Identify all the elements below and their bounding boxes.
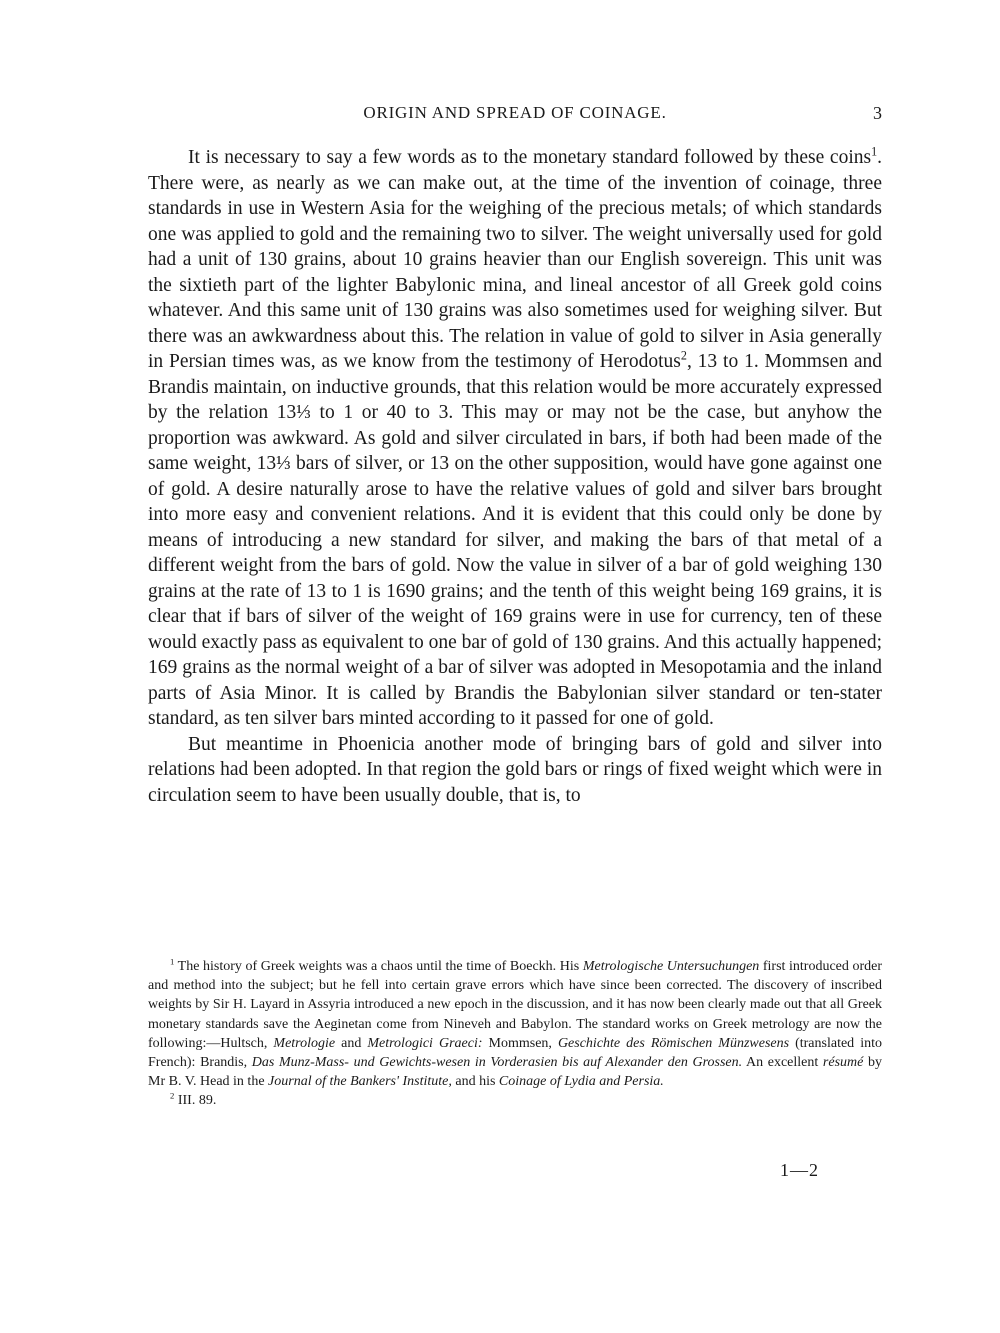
footnote-1-marker: 1 [170,956,175,967]
footnote-1-text: and [335,1035,368,1051]
footnote-1-title: Metrologische Untersuchungen [582,959,760,974]
footnote-2 [148,1091,882,1110]
paragraph-1-part-b: . There were, as nearly as we can make out, at the time of the invention of coinage, three standards in use in Western Asia for the weighing of the precious metals; of which standards one was applied to gold and the remaining two to silver. The weight universally used for gold had a unit of 130 grains, about 10 grains heavier than our English sovereign. This unit was the sixtieth part of the lighter Babylonic mina, and lineal ancestor of all Greek gold coins whatever. And this same unit of 130 grains was also sometimes used for weighing silver. But there was an awkwardness about this. The relation in value of gold to silver in Asia generally in Persian times was, as we know from the testimony of Herodotus [148,147,882,372]
running-title: ORIGIN AND SPREAD OF COINAGE. [363,103,667,122]
paragraph-1-part-a: It is necessary to say a few words as to the monetary standard followed by these coins [188,147,872,168]
paragraph-1-part-c: , 13 to 1. Mommsen and Brandis maintain, on inductive grounds, that this relation would be more accurately expressed by the relation 13⅓ to 1 or 40 to 3. This may or may not be the case, but anyhow the proportion was awkward. As gold and silver circulated in bars, if both had been made of the same weight, 13⅓ bars of silver, or 13 on the other supposition, would have gone against one of gold. A desire naturally arose to have the relative values of gold and silver bars brought into more easy and convenient relations. And it is evident that this could only be done by means of introducing a new standard for silver, and making the bars of that metal of a different weight from the bars of gold. Now the value in silver of a bar of gold weighing 130 grains at the rate of 13 to 1 is 1690 grains; and the tenth of this weight being 169 grains, it is clear that if bars of silver of the weight of 169 grains were in use for currency, ten of these would exactly pass as equivalent to one bar of gold of 130 grains. And this actually happened; 169 grains as the normal weight of a bar of silver was adopted in Mesopotamia and the inland parts of Asia Minor. It is called by Brandis the Babylonian silver standard or ten-stater standard, as ten silver bars minted according to it passed for one of gold. [148,351,882,729]
footnote-1-text: Mommsen, [482,1035,558,1051]
paragraph-2: But meantime in Phoenicia another mode of bringing bars of gold and silver into relations had been adopted. In that region the gold bars or rings of fixed weight which were in circulation seem to have been usually double, that is, to [148,733,882,806]
footnote-1-text: first introduced order and method into the subject; but he fell into certain grave errors which have since been corrected. The discovery of inscribed weights by Sir H. Layard in Assyria introduced a new epoch in the discussion, and it has now been clearly made out that all Greek monetary standards save the Aeginetan come from Nineveh and Babylon. The standard works on Greek metrology are now the following:—Hultsch, [148,959,883,1051]
footnote-1-text: by Mr B. V. Head in the [148,1055,883,1090]
running-head [148,103,882,127]
footnote-1-text: (translated into French): Brandis, [148,1035,882,1071]
footnote-1-title: Coinage of Lydia and Persia. [498,1074,664,1090]
footnote-1-text: and his [451,1074,499,1090]
page-number: 3 [873,103,882,123]
footnote-1 [148,957,882,1091]
footnote-1-title: Metrologie [273,1035,336,1051]
paragraph-1 [148,145,882,732]
footnote-1-title: Das Munz-Mass- und Gewichts-wesen in Vorderasien bis auf Alexander den Grossen. [251,1055,743,1071]
footnote-ref-1: 1 [871,144,878,159]
footnotes [148,957,882,1111]
footnote-ref-2: 2 [680,348,687,363]
footnote-1-title: Geschichte des Römischen Münzwesens [557,1035,790,1051]
footnote-1-text: An excellent [742,1055,823,1071]
signature-mark: 1—2 [780,1160,819,1180]
footnote-1-title: résumé [822,1055,864,1071]
footnote-1-title: Metrologici Graeci: [367,1035,483,1051]
body-text [148,145,882,808]
footnote-2-marker: 2 [170,1090,175,1101]
footnote-2-text: III. 89. [174,1093,217,1109]
footnote-1-text: The history of Greek weights was a chaos until the time of Boeckh. His [174,959,583,974]
footnote-1-title: Journal of the Bankers' Institute, [268,1074,452,1090]
